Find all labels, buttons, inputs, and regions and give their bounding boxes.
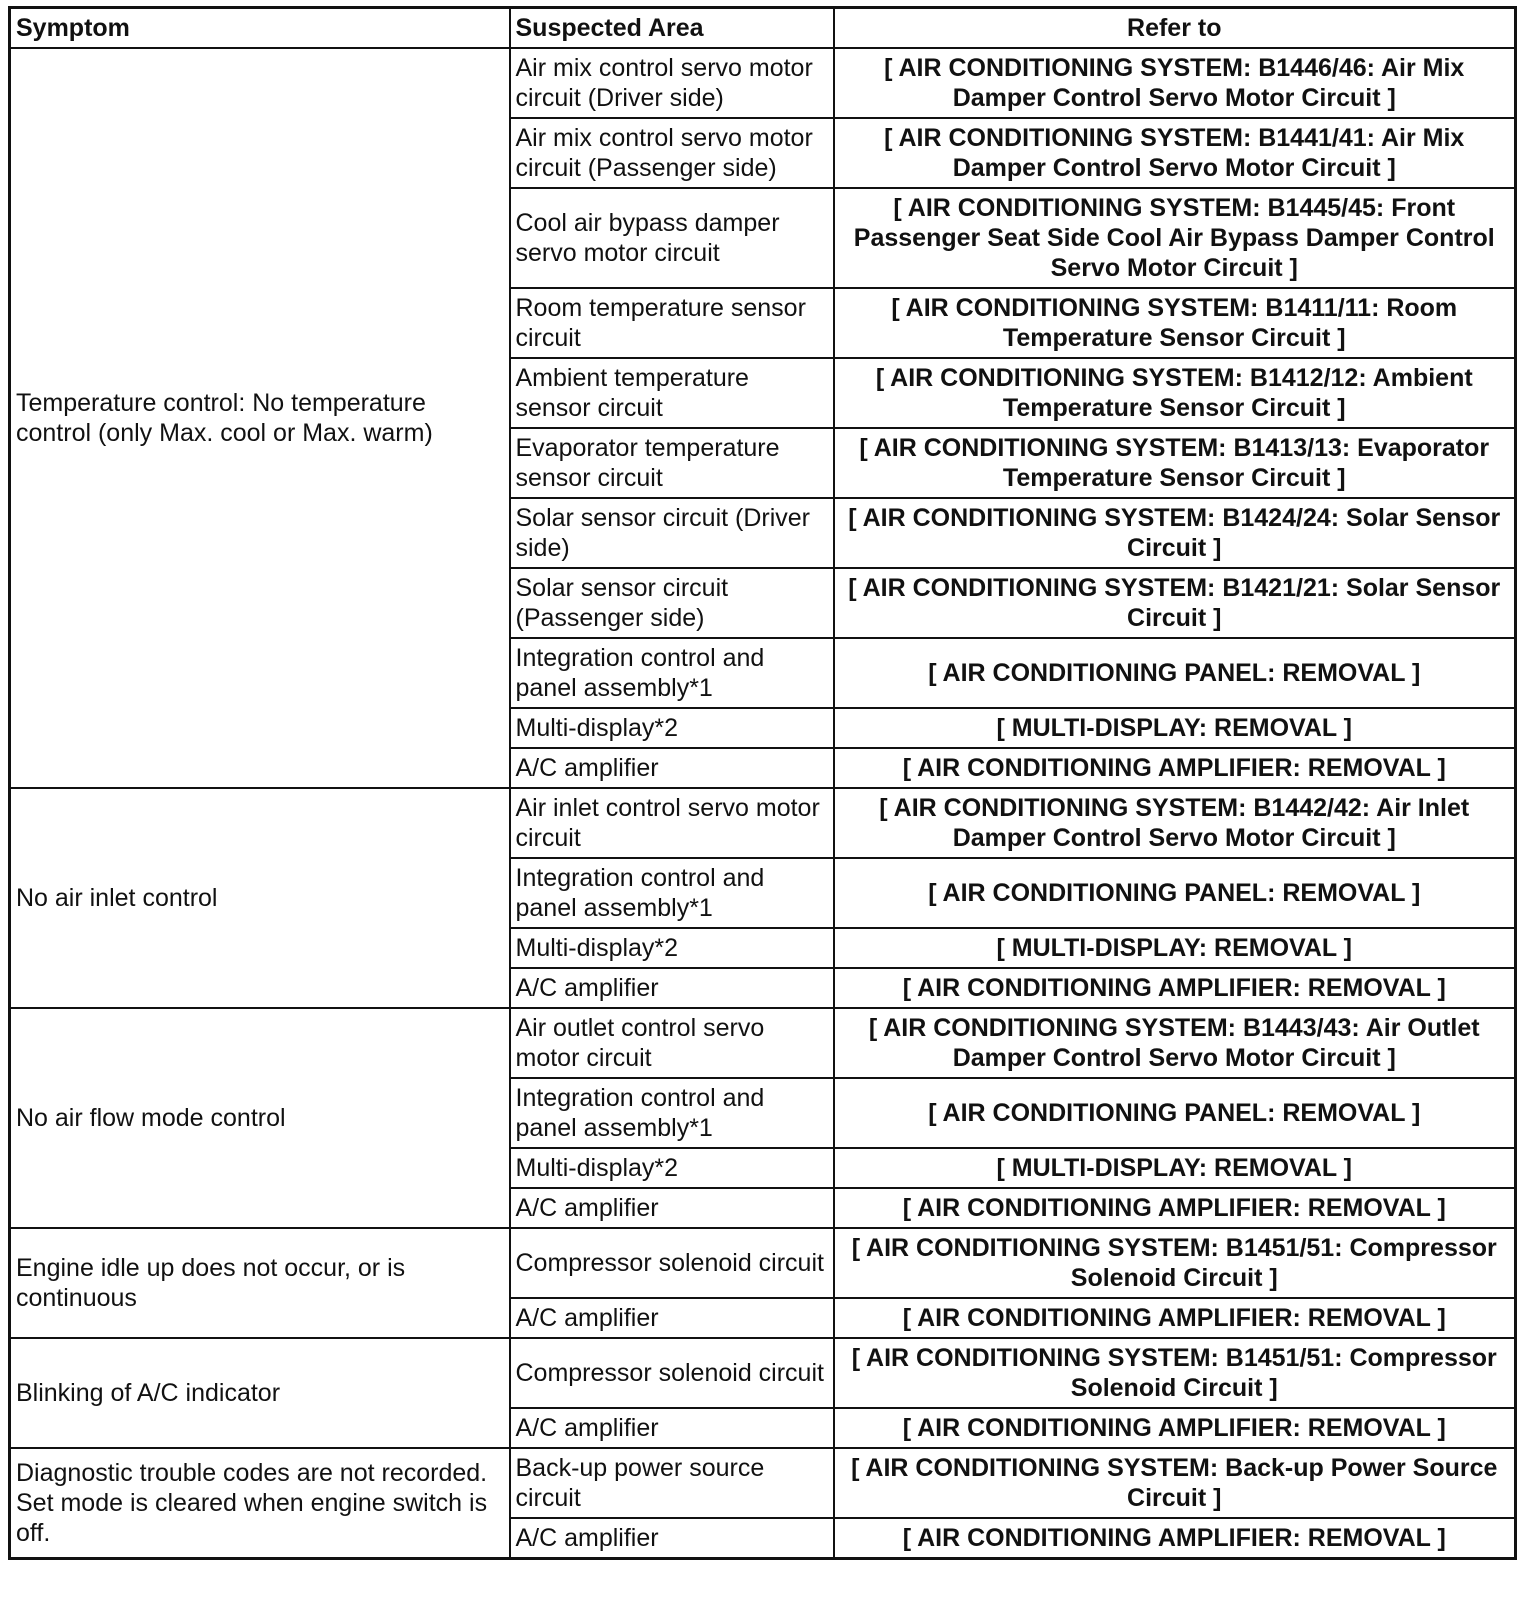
suspected-area-cell: A/C amplifier <box>510 1188 834 1228</box>
refer-to-link[interactable]: [ AIR CONDITIONING SYSTEM: B1451/51: Compressor Solenoid Circuit ] <box>834 1228 1516 1298</box>
refer-to-link[interactable]: [ AIR CONDITIONING AMPLIFIER: REMOVAL ] <box>834 968 1516 1008</box>
refer-to-link[interactable]: [ AIR CONDITIONING SYSTEM: B1412/12: Ambient Temperature Sensor Circuit ] <box>834 358 1516 428</box>
symptom-cell: Temperature control: No temperature control (only Max. cool or Max. warm) <box>10 48 510 788</box>
suspected-area-cell: Air mix control servo motor circuit (Driver side) <box>510 48 834 118</box>
suspected-area-cell: Compressor solenoid circuit <box>510 1338 834 1408</box>
suspected-area-cell: Solar sensor circuit (Driver side) <box>510 498 834 568</box>
header-suspected-area: Suspected Area <box>510 8 834 49</box>
suspected-area-cell: A/C amplifier <box>510 968 834 1008</box>
refer-to-link[interactable]: [ MULTI-DISPLAY: REMOVAL ] <box>834 708 1516 748</box>
refer-to-link[interactable]: [ MULTI-DISPLAY: REMOVAL ] <box>834 1148 1516 1188</box>
suspected-area-cell: Integration control and panel assembly*1 <box>510 858 834 928</box>
suspected-area-cell: A/C amplifier <box>510 1518 834 1559</box>
suspected-area-cell: Air inlet control servo motor circuit <box>510 788 834 858</box>
refer-to-link[interactable]: [ AIR CONDITIONING PANEL: REMOVAL ] <box>834 638 1516 708</box>
suspected-area-cell: Air outlet control servo motor circuit <box>510 1008 834 1078</box>
table-row <box>10 788 1516 858</box>
table-row <box>10 1338 1516 1408</box>
suspected-area-cell: A/C amplifier <box>510 1298 834 1338</box>
header-row <box>10 8 1516 49</box>
refer-to-link[interactable]: [ AIR CONDITIONING PANEL: REMOVAL ] <box>834 1078 1516 1148</box>
suspected-area-cell: Multi-display*2 <box>510 928 834 968</box>
refer-to-link[interactable]: [ AIR CONDITIONING SYSTEM: B1424/24: Solar Sensor Circuit ] <box>834 498 1516 568</box>
suspected-area-cell: Room temperature sensor circuit <box>510 288 834 358</box>
refer-to-link[interactable]: [ MULTI-DISPLAY: REMOVAL ] <box>834 928 1516 968</box>
refer-to-link[interactable]: [ AIR CONDITIONING PANEL: REMOVAL ] <box>834 858 1516 928</box>
symptom-cell: No air flow mode control <box>10 1008 510 1228</box>
suspected-area-cell: Integration control and panel assembly*1 <box>510 638 834 708</box>
table-row <box>10 1008 1516 1078</box>
suspected-area-cell: A/C amplifier <box>510 748 834 788</box>
suspected-area-cell: Evaporator temperature sensor circuit <box>510 428 834 498</box>
symptom-cell: No air inlet control <box>10 788 510 1008</box>
refer-to-link[interactable]: [ AIR CONDITIONING SYSTEM: B1443/43: Air Outlet Damper Control Servo Motor Circuit ] <box>834 1008 1516 1078</box>
refer-to-link[interactable]: [ AIR CONDITIONING SYSTEM: B1441/41: Air Mix Damper Control Servo Motor Circuit ] <box>834 118 1516 188</box>
suspected-area-cell: Air mix control servo motor circuit (Passenger side) <box>510 118 834 188</box>
suspected-area-cell: Back-up power source circuit <box>510 1448 834 1518</box>
table-row <box>10 1228 1516 1298</box>
refer-to-link[interactable]: [ AIR CONDITIONING AMPLIFIER: REMOVAL ] <box>834 1518 1516 1559</box>
refer-to-link[interactable]: [ AIR CONDITIONING SYSTEM: B1413/13: Evaporator Temperature Sensor Circuit ] <box>834 428 1516 498</box>
header-symptom: Symptom <box>10 8 510 49</box>
refer-to-link[interactable]: [ AIR CONDITIONING SYSTEM: B1411/11: Room Temperature Sensor Circuit ] <box>834 288 1516 358</box>
suspected-area-cell: Compressor solenoid circuit <box>510 1228 834 1298</box>
refer-to-link[interactable]: [ AIR CONDITIONING SYSTEM: B1421/21: Solar Sensor Circuit ] <box>834 568 1516 638</box>
refer-to-link[interactable]: [ AIR CONDITIONING SYSTEM: B1451/51: Compressor Solenoid Circuit ] <box>834 1338 1516 1408</box>
suspected-area-cell: Ambient temperature sensor circuit <box>510 358 834 428</box>
suspected-area-cell: Solar sensor circuit (Passenger side) <box>510 568 834 638</box>
table-row <box>10 48 1516 118</box>
refer-to-link[interactable]: [ AIR CONDITIONING AMPLIFIER: REMOVAL ] <box>834 748 1516 788</box>
suspected-area-cell: Multi-display*2 <box>510 1148 834 1188</box>
symptom-cell: Blinking of A/C indicator <box>10 1338 510 1448</box>
suspected-area-cell: Multi-display*2 <box>510 708 834 748</box>
refer-to-link[interactable]: [ AIR CONDITIONING SYSTEM: B1445/45: Front Passenger Seat Side Cool Air Bypass Damper Control Servo Motor Circuit ] <box>834 188 1516 288</box>
header-refer-to: Refer to <box>834 8 1516 49</box>
table-body <box>10 48 1516 1559</box>
suspected-area-cell: Cool air bypass damper servo motor circuit <box>510 188 834 288</box>
refer-to-link[interactable]: [ AIR CONDITIONING AMPLIFIER: REMOVAL ] <box>834 1298 1516 1338</box>
suspected-area-cell: Integration control and panel assembly*1 <box>510 1078 834 1148</box>
refer-to-link[interactable]: [ AIR CONDITIONING AMPLIFIER: REMOVAL ] <box>834 1188 1516 1228</box>
refer-to-link[interactable]: [ AIR CONDITIONING AMPLIFIER: REMOVAL ] <box>834 1408 1516 1448</box>
symptom-cell: Engine idle up does not occur, or is continuous <box>10 1228 510 1338</box>
symptom-cell: Diagnostic trouble codes are not recorded. Set mode is cleared when engine switch is off. <box>10 1448 510 1559</box>
suspected-area-cell: A/C amplifier <box>510 1408 834 1448</box>
refer-to-link[interactable]: [ AIR CONDITIONING SYSTEM: B1446/46: Air Mix Damper Control Servo Motor Circuit ] <box>834 48 1516 118</box>
refer-to-link[interactable]: [ AIR CONDITIONING SYSTEM: Back-up Power Source Circuit ] <box>834 1448 1516 1518</box>
table-row <box>10 1448 1516 1518</box>
problem-symptoms-table <box>8 6 1517 1560</box>
refer-to-link[interactable]: [ AIR CONDITIONING SYSTEM: B1442/42: Air Inlet Damper Control Servo Motor Circuit ] <box>834 788 1516 858</box>
